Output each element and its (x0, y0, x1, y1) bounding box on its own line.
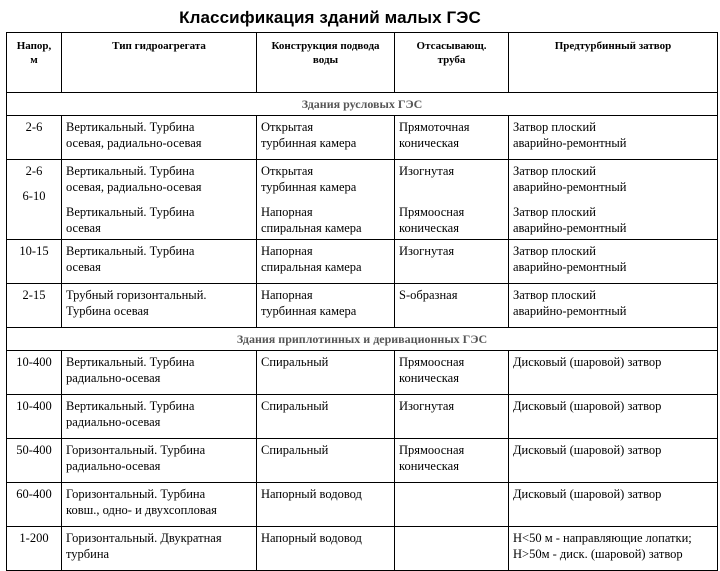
header-line: Напор, (16, 40, 52, 52)
inlet-cell (257, 116, 395, 160)
cell-line: Затвор плоский (513, 244, 596, 258)
inlet-cell (257, 284, 395, 328)
page-title: Классификация зданий малых ГЭС (179, 8, 481, 27)
cell-line: Напорная (261, 288, 313, 302)
cell-line: Изогнутая (399, 164, 455, 178)
head-cell: 2-15 (7, 284, 62, 328)
cell-line: турбинная камера (261, 180, 357, 194)
cell-line: Вертикальный. Турбина (66, 399, 195, 413)
column-header-head (7, 33, 62, 93)
draft-tube-cell (395, 439, 509, 483)
cell-line: Вертикальный. Турбина (66, 205, 195, 219)
cell-line: Дисковый (шаровой) затвор (513, 399, 662, 413)
cell-line: турбинная камера (261, 136, 357, 150)
inlet-cell (257, 395, 395, 439)
cell-line: Спиральный (261, 355, 329, 369)
table-row (7, 527, 718, 571)
cell-line: Дисковый (шаровой) затвор (513, 355, 662, 369)
head-cell: 1-200 (7, 527, 62, 571)
cell-line: радиально-осевая (66, 415, 161, 429)
inlet-cell (257, 240, 395, 284)
header-line: м (30, 54, 38, 66)
cell-line: Затвор плоский (513, 164, 596, 178)
cell-line: ковш., одно- и двухсопловая (66, 503, 217, 517)
cell-line: Трубный горизонтальный. (66, 288, 207, 302)
gate-cell (509, 116, 718, 160)
table-row (7, 395, 718, 439)
draft-tube-cell (395, 395, 509, 439)
unit-cell (62, 160, 257, 240)
unit-cell (62, 527, 257, 571)
section-title: Здания приплотинных и деривационных ГЭС (7, 328, 718, 351)
cell-line: аварийно-ремонтный (513, 136, 627, 150)
cell-line: аварийно-ремонтный (513, 221, 627, 235)
unit-cell (62, 395, 257, 439)
inlet-cell (257, 351, 395, 395)
cell-line: Изогнутая (399, 399, 455, 413)
cell-line: H<50 м - направляющие лопатки; (513, 531, 692, 545)
cell-line: Спиральный (261, 443, 329, 457)
head-cell (7, 160, 62, 240)
inlet-cell (257, 483, 395, 527)
gate-cell (509, 483, 718, 527)
cell-line: 2-6 (25, 164, 43, 178)
header-line: Конструкция подвода (271, 40, 380, 52)
cell-line: Вертикальный. Турбина (66, 164, 195, 178)
draft-tube-cell (395, 284, 509, 328)
draft-tube-cell (395, 483, 509, 527)
table-row (7, 116, 718, 160)
draft-tube-cell (395, 240, 509, 284)
cell-line: Прямоосная (399, 355, 465, 369)
cell-line: Вертикальный. Турбина (66, 120, 195, 134)
draft-tube-cell (395, 116, 509, 160)
cell-line: 6-10 (22, 189, 46, 203)
gate-cell (509, 160, 718, 240)
cell-line: Прямоосная (399, 443, 465, 457)
cell-line: осевая (66, 221, 101, 235)
cell-line: Открытая (261, 120, 314, 134)
table-row (7, 284, 718, 328)
cell-line: Затвор плоский (513, 288, 596, 302)
inlet-cell (257, 439, 395, 483)
gate-cell (509, 527, 718, 571)
table-row (7, 240, 718, 284)
table-row-pair (7, 160, 718, 240)
cell-line: Напорная (261, 244, 313, 258)
header-row (7, 33, 718, 93)
inlet-cell (257, 160, 395, 240)
gate-cell (509, 351, 718, 395)
header-line: Отсасывающ. (416, 40, 487, 52)
cell-line: аварийно-ремонтный (513, 260, 627, 274)
gate-cell (509, 284, 718, 328)
cell-line: Затвор плоский (513, 120, 596, 134)
cell-line: коническая (399, 459, 459, 473)
head-cell: 2-6 (7, 116, 62, 160)
cell-line: Прямоточная (399, 120, 470, 134)
gate-cell (509, 439, 718, 483)
column-header-gate (509, 33, 718, 93)
cell-line: Прямоосная (399, 205, 465, 219)
classification-table (6, 32, 718, 571)
unit-cell (62, 439, 257, 483)
gate-cell (509, 240, 718, 284)
cell-line: Дисковый (шаровой) затвор (513, 443, 662, 457)
column-header-draft-tube (395, 33, 509, 93)
cell-line: аварийно-ремонтный (513, 304, 627, 318)
cell-line: коническая (399, 371, 459, 385)
cell-line: H>50м - диск. (шаровой) затвор (513, 547, 683, 561)
cell-line: осевая, радиально-осевая (66, 180, 202, 194)
draft-tube-cell (395, 351, 509, 395)
draft-tube-cell (395, 527, 509, 571)
table-row (7, 439, 718, 483)
cell-line: аварийно-ремонтный (513, 180, 627, 194)
cell-line: турбинная камера (261, 304, 357, 318)
draft-tube-cell (395, 160, 509, 240)
cell-line: турбина (66, 547, 110, 561)
section-row (7, 93, 718, 116)
cell-line: Напорная (261, 205, 313, 219)
cell-line: Затвор плоский (513, 205, 596, 219)
cell-line: Напорный водовод (261, 531, 362, 545)
cell-line: Вертикальный. Турбина (66, 355, 195, 369)
unit-cell (62, 483, 257, 527)
header-line: воды (312, 54, 339, 66)
cell-line: Открытая (261, 164, 314, 178)
head-cell: 50-400 (7, 439, 62, 483)
unit-cell (62, 116, 257, 160)
column-header-inlet (257, 33, 395, 93)
cell-line: Вертикальный. Турбина (66, 244, 195, 258)
header-line: Предтурбинный затвор (554, 40, 672, 52)
cell-line: S-образная (399, 288, 458, 302)
cell-line: спиральная камера (261, 260, 362, 274)
cell-line: радиально-осевая (66, 371, 161, 385)
cell-line: Дисковый (шаровой) затвор (513, 487, 662, 501)
gate-cell (509, 395, 718, 439)
cell-line: Турбина осевая (66, 304, 149, 318)
inlet-cell (257, 527, 395, 571)
table-row (7, 351, 718, 395)
cell-line: осевая, радиально-осевая (66, 136, 202, 150)
cell-line: осевая (66, 260, 101, 274)
section-row (7, 328, 718, 351)
head-cell: 60-400 (7, 483, 62, 527)
head-cell: 10-15 (7, 240, 62, 284)
cell-line: Горизонтальный. Турбина (66, 487, 206, 501)
unit-cell (62, 240, 257, 284)
cell-line: радиально-осевая (66, 459, 161, 473)
cell-line: Напорный водовод (261, 487, 362, 501)
cell-line: Горизонтальный. Двукратная (66, 531, 222, 545)
cell-line: Спиральный (261, 399, 329, 413)
unit-cell (62, 351, 257, 395)
cell-line: коническая (399, 221, 459, 235)
column-header-unit (62, 33, 257, 93)
table-row (7, 483, 718, 527)
head-cell: 10-400 (7, 351, 62, 395)
section-title: Здания русловых ГЭС (7, 93, 718, 116)
head-cell: 10-400 (7, 395, 62, 439)
unit-cell (62, 284, 257, 328)
header-line: труба (437, 54, 466, 66)
cell-line: спиральная камера (261, 221, 362, 235)
header-line: Тип гидроагрегата (112, 40, 206, 52)
cell-line: Изогнутая (399, 244, 455, 258)
cell-line: Горизонтальный. Турбина (66, 443, 206, 457)
cell-line: коническая (399, 136, 459, 150)
